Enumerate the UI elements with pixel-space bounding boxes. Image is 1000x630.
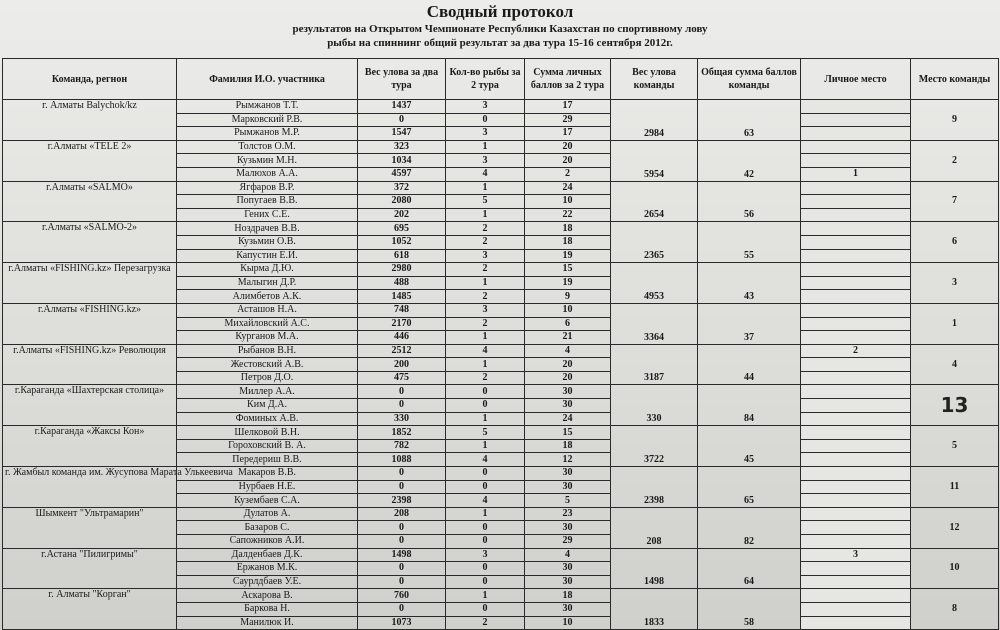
catch-weight: 1485	[358, 290, 446, 304]
personal-place	[801, 371, 911, 385]
fish-count: 2	[446, 290, 525, 304]
catch-weight: 0	[358, 521, 446, 535]
table-row	[3, 100, 999, 114]
participant-name: Миллер А.А.	[177, 385, 358, 399]
fish-count: 1	[446, 276, 525, 290]
participant-name: Кырма Д.Ю.	[177, 263, 358, 277]
personal-points: 10	[525, 303, 611, 317]
fish-count: 1	[446, 208, 525, 222]
personal-place	[801, 113, 911, 127]
fish-count: 5	[446, 426, 525, 440]
team-catch-weight: 3722	[611, 426, 698, 467]
participant-name: Аскарова В.	[177, 589, 358, 603]
personal-points: 12	[525, 453, 611, 467]
team-name: г.Алматы «FISHING.kz» Перезагрузка	[3, 263, 177, 304]
participant-name: Алимбетов А.К.	[177, 290, 358, 304]
catch-weight: 2980	[358, 263, 446, 277]
catch-weight: 0	[358, 480, 446, 494]
catch-weight: 782	[358, 439, 446, 453]
personal-place	[801, 263, 911, 277]
team-name: г.Алматы «SALMO-2»	[3, 222, 177, 263]
participant-name: Рымжанов М.Р.	[177, 127, 358, 141]
fish-count: 1	[446, 140, 525, 154]
team-place: 10	[911, 548, 999, 589]
personal-points: 24	[525, 412, 611, 426]
personal-points: 24	[525, 181, 611, 195]
catch-weight: 1437	[358, 100, 446, 114]
team-total-points: 65	[698, 467, 801, 508]
personal-points: 15	[525, 263, 611, 277]
team-name: г.Алматы «FISHING.kz» Революция	[3, 344, 177, 385]
team-place: 6	[911, 222, 999, 263]
participant-name: Шелковой В.Н.	[177, 426, 358, 440]
personal-points: 18	[525, 235, 611, 249]
personal-points: 29	[525, 535, 611, 549]
fish-count: 3	[446, 303, 525, 317]
team-name: г.Караганда «Жаксы Кон»	[3, 426, 177, 467]
participant-name: Ноздрачев В.В.	[177, 222, 358, 236]
personal-place	[801, 494, 911, 508]
participant-name: Фоминых А.В.	[177, 412, 358, 426]
document-title: Сводный протокол	[426, 2, 574, 21]
team-catch-weight: 2654	[611, 181, 698, 222]
col-header-team-place: Место команды	[911, 59, 999, 100]
fish-count: 2	[446, 263, 525, 277]
table-row	[3, 548, 999, 562]
personal-points: 18	[525, 439, 611, 453]
participant-name: Михайловский А.С.	[177, 317, 358, 331]
team-name: г.Алматы «TELE 2»	[3, 140, 177, 181]
team-name: г. Алматы Balychok/kz	[3, 100, 177, 141]
participant-name: Кузембаев С.А.	[177, 494, 358, 508]
personal-place	[801, 317, 911, 331]
fish-count: 3	[446, 249, 525, 263]
col-header-team: Команда, регнон	[3, 59, 177, 100]
table-row	[3, 507, 999, 521]
col-header-name: Фамилия И.О. участника	[177, 59, 358, 100]
personal-points: 30	[525, 399, 611, 413]
team-total-points: 82	[698, 507, 801, 548]
participant-name: Ягфаров В.Р.	[177, 181, 358, 195]
catch-weight: 0	[358, 575, 446, 589]
catch-weight: 2512	[358, 344, 446, 358]
personal-place	[801, 235, 911, 249]
table-row	[3, 263, 999, 277]
fish-count: 1	[446, 331, 525, 345]
fish-count: 0	[446, 113, 525, 127]
team-place: 12	[911, 507, 999, 548]
team-catch-weight: 5954	[611, 140, 698, 181]
fish-count: 4	[446, 494, 525, 508]
personal-points: 23	[525, 507, 611, 521]
fish-count: 2	[446, 371, 525, 385]
team-catch-weight: 2398	[611, 467, 698, 508]
table-row	[3, 181, 999, 195]
participant-name: Далденбаев Д.К.	[177, 548, 358, 562]
participant-name: Капустин Е.И.	[177, 249, 358, 263]
fish-count: 0	[446, 602, 525, 616]
personal-points: 18	[525, 222, 611, 236]
personal-place	[801, 575, 911, 589]
catch-weight: 0	[358, 602, 446, 616]
team-catch-weight: 330	[611, 385, 698, 426]
participant-name: Кузьмин О.В.	[177, 235, 358, 249]
catch-weight: 208	[358, 507, 446, 521]
catch-weight: 1498	[358, 548, 446, 562]
col-header-personal-place: Личное место	[801, 59, 911, 100]
catch-weight: 330	[358, 412, 446, 426]
personal-place	[801, 521, 911, 535]
fish-count: 1	[446, 412, 525, 426]
fish-count: 4	[446, 167, 525, 181]
personal-points: 17	[525, 127, 611, 141]
personal-points: 10	[525, 616, 611, 630]
participant-name: Толстов О.М.	[177, 140, 358, 154]
personal-place	[801, 602, 911, 616]
catch-weight: 488	[358, 276, 446, 290]
personal-points: 30	[525, 562, 611, 576]
fish-count: 1	[446, 358, 525, 372]
fish-count: 0	[446, 562, 525, 576]
personal-points: 21	[525, 331, 611, 345]
col-header-weight: Вес улова за два тура	[358, 59, 446, 100]
personal-place	[801, 249, 911, 263]
catch-weight: 1034	[358, 154, 446, 168]
team-total-points: 37	[698, 303, 801, 344]
team-total-points: 42	[698, 140, 801, 181]
fish-count: 3	[446, 548, 525, 562]
fish-count: 2	[446, 317, 525, 331]
catch-weight: 2170	[358, 317, 446, 331]
personal-place	[801, 181, 911, 195]
participant-name: Петров Д.О.	[177, 371, 358, 385]
personal-points: 15	[525, 426, 611, 440]
catch-weight: 1088	[358, 453, 446, 467]
personal-points: 30	[525, 602, 611, 616]
fish-count: 0	[446, 521, 525, 535]
results-table	[2, 58, 999, 630]
table-row	[3, 426, 999, 440]
team-place: 8	[911, 589, 999, 630]
team-catch-weight: 208	[611, 507, 698, 548]
personal-place: 2	[801, 344, 911, 358]
participant-name: Передериш В.В.	[177, 453, 358, 467]
personal-points: 20	[525, 358, 611, 372]
personal-place	[801, 562, 911, 576]
personal-points: 19	[525, 249, 611, 263]
catch-weight: 446	[358, 331, 446, 345]
team-catch-weight: 3364	[611, 303, 698, 344]
participant-name: Ержанов М.К.	[177, 562, 358, 576]
fish-count: 0	[446, 480, 525, 494]
personal-points: 30	[525, 467, 611, 481]
team-catch-weight: 3187	[611, 344, 698, 385]
fish-count: 0	[446, 385, 525, 399]
personal-place	[801, 426, 911, 440]
personal-points: 30	[525, 521, 611, 535]
participant-name: Сапожников А.И.	[177, 535, 358, 549]
team-total-points: 63	[698, 100, 801, 141]
personal-points: 6	[525, 317, 611, 331]
participant-name: Дулатов А.	[177, 507, 358, 521]
fish-count: 0	[446, 399, 525, 413]
personal-place	[801, 589, 911, 603]
team-place: 13	[911, 385, 999, 426]
catch-weight: 748	[358, 303, 446, 317]
participant-name: Курганов М.А.	[177, 331, 358, 345]
personal-place	[801, 195, 911, 209]
personal-points: 9	[525, 290, 611, 304]
team-name: г.Алматы «SALMO»	[3, 181, 177, 222]
col-header-points: Сумма личных баллов за 2 тура	[525, 59, 611, 100]
participant-name: Ким Д.А.	[177, 399, 358, 413]
team-total-points: 45	[698, 426, 801, 467]
catch-weight: 0	[358, 562, 446, 576]
catch-weight: 0	[358, 399, 446, 413]
team-place: 3	[911, 263, 999, 304]
fish-count: 5	[446, 195, 525, 209]
personal-place	[801, 154, 911, 168]
personal-place: 3	[801, 548, 911, 562]
fish-count: 4	[446, 453, 525, 467]
catch-weight: 0	[358, 467, 446, 481]
participant-name: Рыбанов В.Н.	[177, 344, 358, 358]
personal-place	[801, 358, 911, 372]
team-place: 2	[911, 140, 999, 181]
table-row	[3, 589, 999, 603]
team-name: г. Жамбыл команда им. Жусупова Марата Улькеевича	[3, 467, 177, 508]
participant-name: Макаров В.В.	[177, 467, 358, 481]
catch-weight: 475	[358, 371, 446, 385]
personal-place	[801, 616, 911, 630]
personal-place	[801, 127, 911, 141]
personal-points: 4	[525, 548, 611, 562]
team-total-points: 44	[698, 344, 801, 385]
fish-count: 0	[446, 467, 525, 481]
personal-points: 20	[525, 371, 611, 385]
team-name: г.Астана "Пилигримы"	[3, 548, 177, 589]
personal-place	[801, 290, 911, 304]
fish-count: 4	[446, 344, 525, 358]
personal-place	[801, 140, 911, 154]
personal-points: 22	[525, 208, 611, 222]
team-catch-weight: 2984	[611, 100, 698, 141]
participant-name: Рымжанов Т.Т.	[177, 100, 358, 114]
table-header-row	[3, 59, 999, 100]
team-name: г.Караганда «Шахтерская столица»	[3, 385, 177, 426]
personal-points: 30	[525, 575, 611, 589]
team-place: 4	[911, 344, 999, 385]
table-row	[3, 467, 999, 481]
participant-name: Гених С.Е.	[177, 208, 358, 222]
document-subtitle-line-1: результатов на Открытом Чемпионате Республики Казахстан по спортивному лову	[292, 23, 708, 35]
personal-place	[801, 535, 911, 549]
personal-place	[801, 303, 911, 317]
fish-count: 2	[446, 222, 525, 236]
participant-name: Асташов Н.А.	[177, 303, 358, 317]
col-header-team-points: Общая сумма баллов команды	[698, 59, 801, 100]
participant-name: Базаров С.	[177, 521, 358, 535]
team-place: 11	[911, 467, 999, 508]
personal-place	[801, 385, 911, 399]
personal-place	[801, 399, 911, 413]
personal-points: 20	[525, 140, 611, 154]
personal-place: 1	[801, 167, 911, 181]
catch-weight: 1052	[358, 235, 446, 249]
personal-points: 29	[525, 113, 611, 127]
team-name: Шымкент "Ультрамарин"	[3, 507, 177, 548]
fish-count: 1	[446, 181, 525, 195]
participant-name: Кузьмин М.Н.	[177, 154, 358, 168]
fish-count: 3	[446, 154, 525, 168]
team-total-points: 58	[698, 589, 801, 630]
personal-place	[801, 453, 911, 467]
team-place: 9	[911, 100, 999, 141]
personal-place	[801, 331, 911, 345]
table-row	[3, 303, 999, 317]
personal-points: 30	[525, 480, 611, 494]
team-catch-weight: 1498	[611, 548, 698, 589]
fish-count: 2	[446, 235, 525, 249]
personal-place	[801, 439, 911, 453]
personal-points: 18	[525, 589, 611, 603]
fish-count: 2	[446, 616, 525, 630]
team-total-points: 84	[698, 385, 801, 426]
catch-weight: 4597	[358, 167, 446, 181]
document-subtitle-line-2: рыбы на спиннинг общий результат за два тура 15-16 сентября 2012г.	[327, 37, 673, 49]
personal-points: 17	[525, 100, 611, 114]
catch-weight: 2398	[358, 494, 446, 508]
personal-points: 10	[525, 195, 611, 209]
team-catch-weight: 2365	[611, 222, 698, 263]
fish-count: 1	[446, 439, 525, 453]
participant-name: Марковский Р.В.	[177, 113, 358, 127]
fish-count: 0	[446, 575, 525, 589]
catch-weight: 323	[358, 140, 446, 154]
personal-place	[801, 507, 911, 521]
team-name: г.Алматы «FISHING.kz»	[3, 303, 177, 344]
personal-place	[801, 467, 911, 481]
participant-name: Попугаев В.В.	[177, 195, 358, 209]
team-place: 5	[911, 426, 999, 467]
personal-place	[801, 412, 911, 426]
catch-weight: 1073	[358, 616, 446, 630]
personal-place	[801, 276, 911, 290]
col-header-count: Кол-во рыбы за 2 тура	[446, 59, 525, 100]
participant-name: Манилюк И.	[177, 616, 358, 630]
team-place: 7	[911, 181, 999, 222]
catch-weight: 202	[358, 208, 446, 222]
personal-place	[801, 208, 911, 222]
fish-count: 1	[446, 589, 525, 603]
catch-weight: 0	[358, 385, 446, 399]
participant-name: Гороховский В. А.	[177, 439, 358, 453]
personal-points: 20	[525, 154, 611, 168]
fish-count: 1	[446, 507, 525, 521]
fish-count: 0	[446, 535, 525, 549]
personal-place	[801, 480, 911, 494]
team-catch-weight: 4953	[611, 263, 698, 304]
catch-weight: 2080	[358, 195, 446, 209]
participant-name: Малыгин Д.Р.	[177, 276, 358, 290]
fish-count: 3	[446, 100, 525, 114]
results-body	[3, 100, 999, 630]
catch-weight: 0	[358, 535, 446, 549]
participant-name: Саурлдбаев У.Е.	[177, 575, 358, 589]
participant-name: Баркова Н.	[177, 602, 358, 616]
catch-weight: 372	[358, 181, 446, 195]
catch-weight: 200	[358, 358, 446, 372]
participant-name: Жестовский А.В.	[177, 358, 358, 372]
table-row	[3, 140, 999, 154]
table-row	[3, 222, 999, 236]
personal-points: 5	[525, 494, 611, 508]
participant-name: Нурбаев Н.Е.	[177, 480, 358, 494]
catch-weight: 618	[358, 249, 446, 263]
personal-place	[801, 222, 911, 236]
catch-weight: 760	[358, 589, 446, 603]
table-row	[3, 344, 999, 358]
catch-weight: 695	[358, 222, 446, 236]
team-total-points: 55	[698, 222, 801, 263]
catch-weight: 0	[358, 113, 446, 127]
personal-points: 2	[525, 167, 611, 181]
fish-count: 3	[446, 127, 525, 141]
personal-points: 19	[525, 276, 611, 290]
team-catch-weight: 1833	[611, 589, 698, 630]
col-header-team-weight: Вес улова команды	[611, 59, 698, 100]
team-total-points: 43	[698, 263, 801, 304]
team-place: 1	[911, 303, 999, 344]
participant-name: Малюхов А.А.	[177, 167, 358, 181]
personal-place	[801, 100, 911, 114]
personal-points: 30	[525, 385, 611, 399]
table-row	[3, 385, 999, 399]
catch-weight: 1852	[358, 426, 446, 440]
personal-points: 4	[525, 344, 611, 358]
team-total-points: 56	[698, 181, 801, 222]
catch-weight: 1547	[358, 127, 446, 141]
team-name: г. Алматы "Корган"	[3, 589, 177, 630]
team-total-points: 64	[698, 548, 801, 589]
